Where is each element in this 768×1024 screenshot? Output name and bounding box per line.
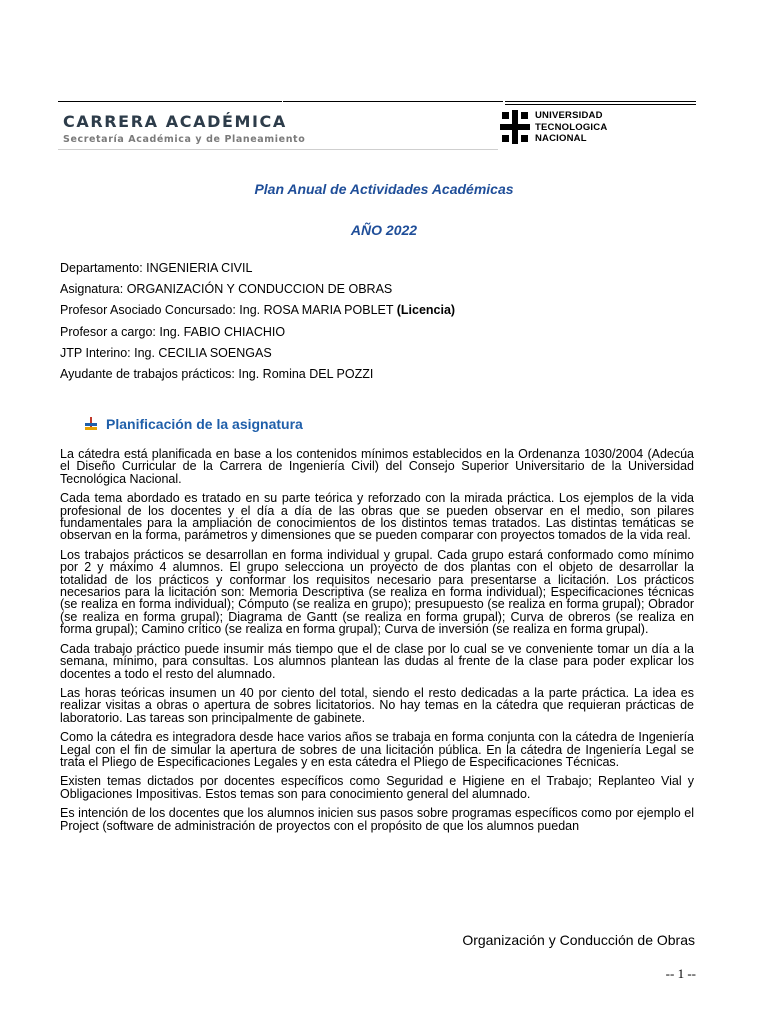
paragraph: Como la cátedra es integradora desde hace varios años se trabaja en forma conjunta con la cátedra de Ingeniería Legal con el fin de simular la apertura de sobres de una licitación pública. En la cátedra de Ingeniería Legal se trata el Pliego de Especificaciones Legales y en esta cátedra el Pliego de Especificaciones Técnicas. [60,730,694,769]
paragraph: Las horas teóricas insumen un 40 por ciento del total, siendo el resto dedicadas a la parte práctica. La idea es realizar visitas a obras o apertura de sobres licitatorios. No hay temas en la cátedra que requieran prácticas de laboratorio. Las tareas son principalmente de gabinete. [60,685,694,725]
utn-logo-icon [500,110,530,144]
body-text [60,448,694,839]
licencia-note: (Licencia) [396,303,456,318]
university-line: NACIONAL [535,133,587,144]
info-jtp: JTP Interino: Ing. CECILIA SOENGAS [60,345,272,360]
paragraph: Es intención de los docentes que los alumnos inicien sus pasos sobre programas específicos como por ejemplo el Project (software de administración de proyectos con el propósito de que los alumnos puedan [60,806,694,833]
paragraph: Existen temas dictados por docentes específicos como Seguridad e Higiene en el Trabajo; Replanteo Vial y Obligaciones Impositivas. Estos temas son para conocimiento general del alumnado. [60,774,694,801]
document-year: AÑO 2022 [350,222,418,238]
header-rule-left [58,101,282,102]
info-ayudante: Ayudante de trabajos prácticos: Ing. Romina DEL POZZI [60,366,374,381]
footer-title: Organización y Conducción de Obras [462,932,695,948]
info-asignatura: Asignatura: ORGANIZACIÓN Y CONDUCCION DE OBRAS [60,282,393,297]
document-title: Plan Anual de Actividades Académicas [254,181,514,197]
university-logo [500,110,607,145]
university-line: UNIVERSIDAD [535,110,603,121]
brand-title: CARRERA ACADÉMICA [63,112,287,131]
paragraph: Los trabajos prácticos se desarrollan en forma individual y grupal. Cada grupo estará conformado como mínimo por 2 y máximo 4 alumnos. El grupo selecciona un proyecto de dos plantas con el objeto de desarrollar la totalidad de los prácticos y conformar los requisitos necesario para presentarse a licitación. Los prácticos necesarios para la licitación son: Memoria Descriptiva (se realiza en forma individual); Especificaciones técnicas (se realiza en forma individual); Cómputo (se realiza en grupo); presupuesto (se realiza en forma grupal); Obrador (se realiza en forma grupal); Diagrama de Gantt (se realiza en forma grupal); Curva de obreros (se realiza en forma grupal); Camino crítico (se realiza en forma grupal); Curva de inversión (se realiza en forma grupal). [60,547,694,637]
info-profesor-asociado [60,303,455,324]
header-underline [58,149,498,150]
university-line: TECNOLOGICA [535,121,608,133]
info-profesor-cargo: Profesor a cargo: Ing. FABIO CHIACHIO [60,324,286,339]
page-number: -- 1 -- [665,966,696,981]
university-name [535,110,607,145]
paragraph: La cátedra está planificada en base a los contenidos mínimos establecidos en la Ordenanza 1030/2004 (Adecúa el Diseño Curricular de la Carrera de Ingeniería Civil) del Consejo Superior Universitario de la Universidad Tecnológica Nacional. [60,447,694,486]
course-info [60,261,455,388]
header-rule-right-double [505,104,696,105]
header-brand [63,112,305,145]
header-rule-right [505,101,696,102]
brand-subtitle: Secretaría Académica y de Planeamiento [63,134,306,145]
section-title: Planificación de la asignatura [106,416,303,432]
info-departamento: Departamento: INGENIERIA CIVIL [60,261,253,275]
bullet-icon [85,417,97,431]
section-heading [85,416,303,432]
profesor-asociado-text: Profesor Asociado Concursado: Ing. ROSA MARIA POBLET [60,303,394,318]
header-rule-middle [283,101,503,102]
paragraph: Cada tema abordado es tratado en su parte teórica y reforzado con la mirada práctica. Los ejemplos de la vida profesional de los docentes y el día a día de las obras que se pueden observar en el medio, son pilares fundamentales para la ampliación de conocimientos de los distintos temas tratados. Las distintas temáticas se observan en la forma, parámetros y dimensiones que se pueden comparar con proyectos tomados de la vida real. [60,491,694,543]
paragraph: Cada trabajo práctico puede insumir más tiempo que el de clase por lo cual se ve conveniente tomar un día a la semana, mínimo, para consultas. Los alumnos plantean las dudas al frente de la clase para poder explicar los docentes a todo el resto del alumnado. [60,641,694,681]
